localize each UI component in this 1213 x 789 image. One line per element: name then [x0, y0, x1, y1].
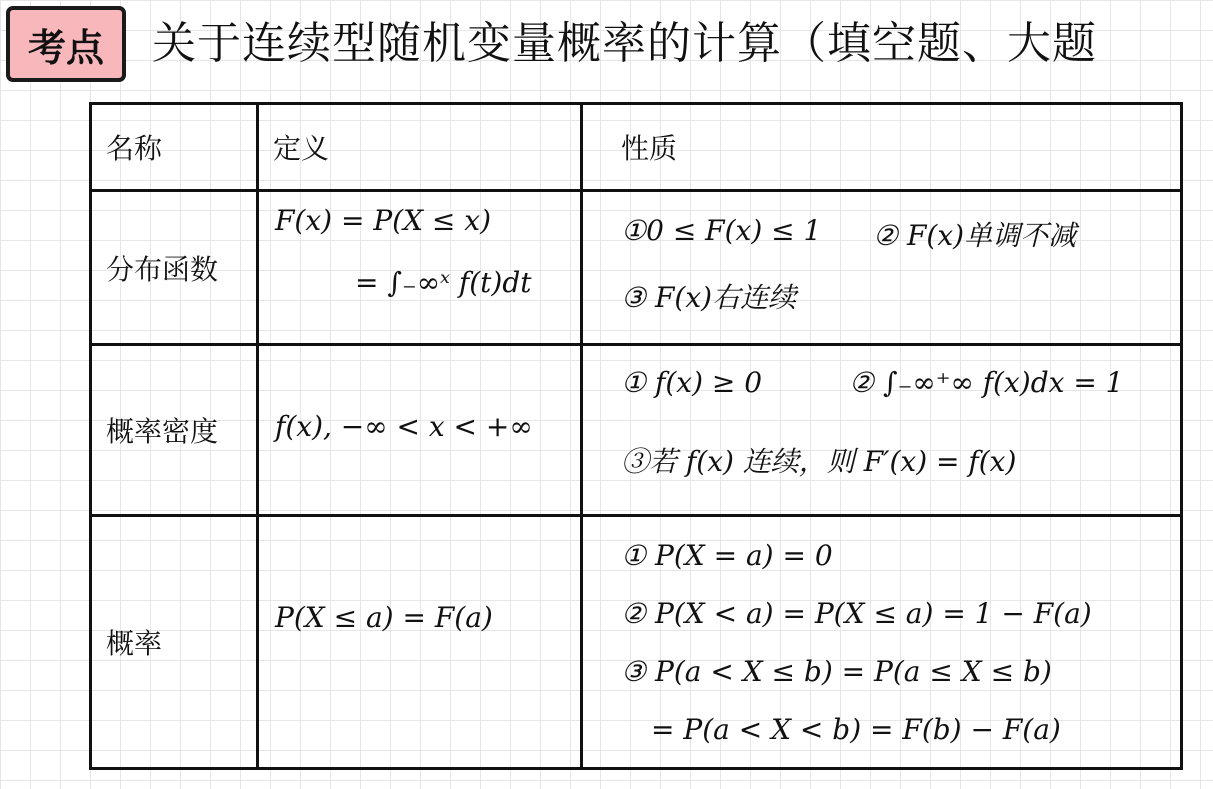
- header-name: 名称: [91, 104, 258, 191]
- property-item: ③若 f(x) 连续，则 F′(x) = f(x): [621, 445, 1017, 478]
- row-name: 分布函数: [91, 191, 258, 345]
- property-item: ① f(x) ≥ 0: [621, 366, 763, 399]
- property-item: ② P(X < a) = P(X ≤ a) = 1 − F(a): [621, 597, 1092, 630]
- property-item: ② F(x)单调不减: [873, 219, 1077, 252]
- row-name: 概率密度: [91, 345, 258, 516]
- definition-line: f(x), −∞ < x < +∞: [275, 410, 533, 443]
- table-header-row: [91, 104, 1182, 191]
- property-item: = P(a < X < b) = F(b) − F(a): [651, 713, 1061, 746]
- header-properties: 性质: [582, 104, 1182, 191]
- badge-label: 考点: [27, 25, 104, 70]
- row-definition: [258, 516, 582, 769]
- table-row: [91, 191, 1182, 345]
- property-item: ② ∫₋∞⁺∞ f(x)dx = 1: [849, 366, 1124, 399]
- row-definition: [258, 191, 582, 345]
- row-properties: [582, 191, 1182, 345]
- row-definition: [258, 345, 582, 516]
- property-item: ①0 ≤ F(x) ≤ 1: [621, 214, 822, 247]
- property-item: ③ P(a < X ≤ b) = P(a ≤ X ≤ b): [621, 655, 1052, 688]
- property-item: ① P(X = a) = 0: [621, 539, 833, 572]
- header-definition: 定义: [258, 104, 582, 191]
- table-row: [91, 345, 1182, 516]
- row-properties: [582, 345, 1182, 516]
- page-title: 关于连续型随机变量概率的计算（填空题、大题: [152, 18, 1097, 69]
- topic-badge: [6, 6, 126, 82]
- definition-line: P(X ≤ a) = F(a): [275, 601, 493, 634]
- definition-line: = ∫₋∞ˣ f(t)dt: [355, 266, 532, 299]
- definition-line: F(x) = P(X ≤ x): [275, 204, 492, 237]
- table-row: [91, 516, 1182, 769]
- formula-table: [89, 102, 1183, 770]
- row-name: 概率: [91, 516, 258, 769]
- row-properties: [582, 516, 1182, 769]
- property-item: ③ F(x)右连续: [621, 281, 797, 314]
